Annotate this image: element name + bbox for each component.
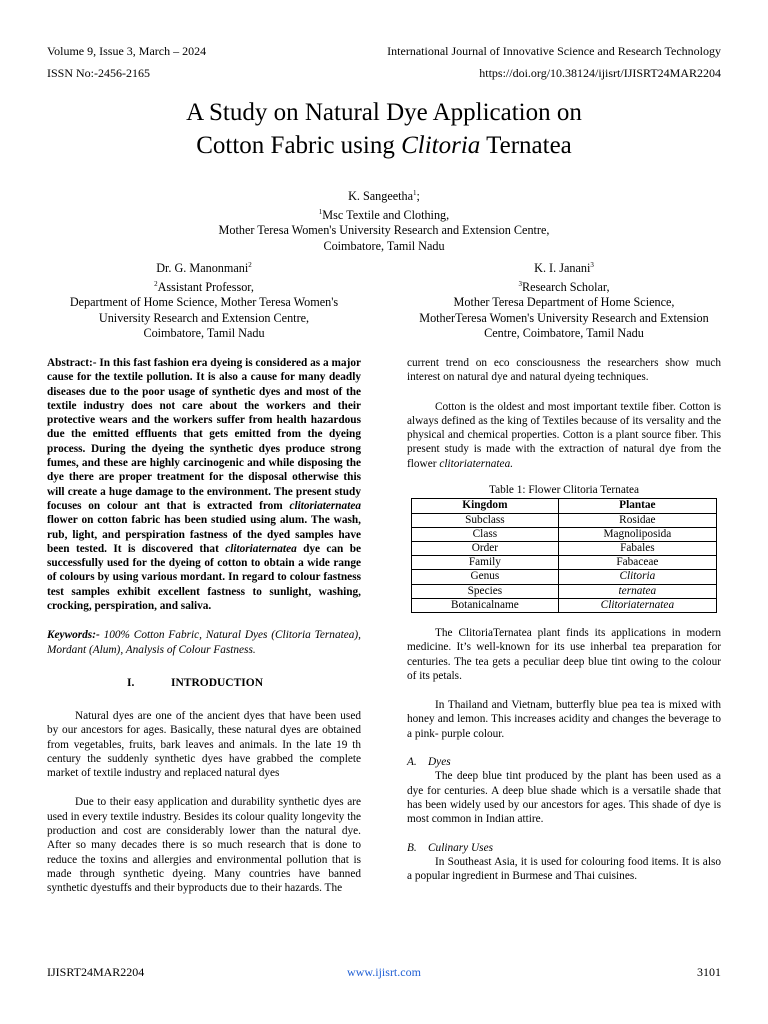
- table-cell-value: ternatea: [558, 584, 716, 598]
- author-2-name: Dr. G. Manonmani$^2$: [156, 261, 252, 276]
- author-1-block: [0, 186, 768, 254]
- right-paragraph-plant: The ClitoriaTernatea plant finds its applications in modern medicine. It’s well-known for its use inherbal tea preparation for centuries. The tea gets a peculiar deep blue tint owing to the colour of its petals.: [407, 627, 721, 682]
- table-cell-value: Fabales: [558, 541, 716, 555]
- right-paragraph-0: current trend on eco consciousness the researchers show much interest on natural dye and natural dyeing techniques.: [407, 357, 721, 384]
- table-cell-value: Fabaceae: [558, 556, 716, 570]
- author-2-affiliation-4: Coimbatore, Tamil Nadu: [143, 326, 265, 341]
- taxonomy-table: [411, 498, 717, 613]
- author-2-affiliation-1: $^2$Assistant Professor,: [154, 279, 254, 294]
- author-3-block: [407, 258, 721, 342]
- table-cell-rank: Order: [412, 541, 559, 555]
- author-3-name: K. I. Janani$^3$: [534, 261, 594, 276]
- author-1-affiliation-3: Coimbatore, Tamil Nadu: [323, 238, 445, 253]
- table-cell-rank: Family: [412, 556, 559, 570]
- doi-link[interactable]: https://doi.org/10.38124/ijisrt/IJISRT24MAR2204: [479, 66, 721, 80]
- footer-paper-id: IJISRT24MAR2204: [47, 965, 145, 979]
- subsection-dyes-text: The deep blue tint produced by the plant has been used as a dye for centuries. A deep blue shade which is a versatile shade that has been widely used by our ancestors for ages. This shade of dye is most common in Indian attire.: [407, 770, 721, 826]
- table-cell-value: Clitoriaternatea: [558, 598, 716, 612]
- abstract: Abstract:- In this fast fashion era dyeing is considered as a major cause for the textile pollution. It is also a cause for many deadly diseases due to the poor usage of synthetic dyes and most of the textile industry does not care about the workers and their protective wears and the workers suffer from health hazardous due the emitted effluents that gets emitted from the dyeing process. During the dyeing the synthetic dyes produce strong fumes, and these are highly carcinogenic and while disposing the dye there are proper treatment for the disposal otherwise this will create a huge damage to the environment. The present study focuses on colour ant that is extracted from clitoriaternatea flower on cotton fabric has been studied using alum. The wash, rub, light, and perspiration fastness of the dyed samples have been tested. It is discovered that clitoriaternatea dye can be successfully used for the dyeing of cotton to obtain a wide range of colours by using various mordant. In regard to colour fastness test samples exhibit excellent fastness to sunlight, washing, crocking, perspiration, and saliva.: [47, 357, 361, 613]
- table-cell-rank: Botanicalname: [412, 598, 559, 612]
- subsection-culinary-heading: B. Culinary Uses: [407, 841, 493, 854]
- author-1-name: K. Sangeetha$^1$;: [348, 189, 420, 204]
- table-cell-rank: Kingdom: [412, 499, 559, 513]
- table-cell-rank: Subclass: [412, 513, 559, 527]
- table-cell-value: Magnoliposida: [558, 527, 716, 541]
- author-1-affiliation-1: $^1$Msc Textile and Clothing,: [318, 207, 450, 222]
- paper-title: [0, 96, 768, 162]
- left-column: [47, 356, 361, 896]
- table-cell-rank: Species: [412, 584, 559, 598]
- author-2-block: [47, 258, 361, 342]
- right-column: [407, 356, 721, 883]
- subsection-dyes-heading: A. Dyes: [407, 756, 451, 769]
- author-2-affiliation-3: University Research and Extension Centre,: [98, 310, 310, 325]
- right-paragraph-cotton: Cotton is the oldest and most important textile fiber. Cotton is always defined as the king of Textiles because of its versality and the physical and chemical properties. Cotton is a plant source fiber. This present study is made with the extraction of natural dye from the flower clitoriaternatea.: [407, 400, 721, 470]
- footer-website-link[interactable]: www.ijisrt.com: [347, 965, 421, 979]
- footer-page-number: 3101: [697, 965, 721, 979]
- title-line-1: A Study on Natural Dye Application on: [186, 99, 582, 126]
- table-row: [412, 570, 717, 584]
- table-row: [412, 513, 717, 527]
- author-3-affiliation-3: MotherTeresa Women's University Research and Extension: [419, 310, 709, 325]
- title-line-2: Cotton Fabric using Clitoria Ternatea: [196, 132, 572, 159]
- section-heading-introduction: [47, 676, 361, 690]
- volume-info: Volume 9, Issue 3, March – 2024: [47, 44, 207, 58]
- section-number: I.: [127, 676, 135, 689]
- keywords: Keywords:- 100% Cotton Fabric, Natural Dyes (Clitoria Ternatea), Mordant (Alum), Analysis of Colour Fastness.: [47, 629, 361, 656]
- table-header-row: [412, 499, 717, 513]
- table-cell-rank: Genus: [412, 570, 559, 584]
- table-cell-value: Clitoria: [558, 570, 716, 584]
- table-cell-value: Plantae: [558, 499, 716, 513]
- section-title: INTRODUCTION: [171, 676, 264, 689]
- intro-paragraph-2: Due to their easy application and durability synthetic dyes are used in every textile industry. Besides its colour quality longevity the production and cost are considerably lower than the natural dye. After so many decades there is so much research that is done to reduce the toxins and allergies and environmental pollution that is made through synthetic dyeing. Many countries have banned synthetic dyestuffs and their byproducts due to their hazards. The: [47, 796, 361, 895]
- author-1-affiliation-2: Mother Teresa Women's University Research and Extension Centre,: [218, 223, 550, 238]
- author-3-affiliation-4: Centre, Coimbatore, Tamil Nadu: [484, 326, 644, 341]
- right-paragraph-thailand: In Thailand and Vietnam, butterfly blue pea tea is mixed with honey and lemon. This increases acidity and changes the beverage to a pink- purple colour.: [407, 699, 721, 740]
- author-3-affiliation-1: $^3$Research Scholar,: [518, 279, 610, 294]
- table-row: [412, 584, 717, 598]
- table-row: [412, 527, 717, 541]
- subsection-culinary-text: In Southeast Asia, it is used for colouring food items. It is also a popular ingredient in Burmese and Thai cuisines.: [407, 855, 721, 883]
- table-row: [412, 598, 717, 612]
- table-cell-rank: Class: [412, 527, 559, 541]
- table-row: [412, 541, 717, 555]
- table-cell-value: Rosidae: [558, 513, 716, 527]
- author-2-affiliation-2: Department of Home Science, Mother Teresa Women's: [69, 295, 339, 310]
- table-caption: Table 1: Flower Clitoria Ternatea: [488, 484, 640, 497]
- author-3-affiliation-2: Mother Teresa Department of Home Science,: [453, 295, 675, 310]
- table-row: [412, 556, 717, 570]
- journal-name: International Journal of Innovative Science and Research Technology: [387, 44, 721, 58]
- intro-paragraph-1: Natural dyes are one of the ancient dyes that have been used by our ancestors for ages. Basically, these natural dyes are obtained from vegetables, fruits, bark leaves and animals. In the late 19 th century the suddenly synthetic dyes have grabbed the complete market of textile industry and replaced natural dyes: [47, 709, 361, 780]
- issn: ISSN No:-2456-2165: [47, 66, 151, 80]
